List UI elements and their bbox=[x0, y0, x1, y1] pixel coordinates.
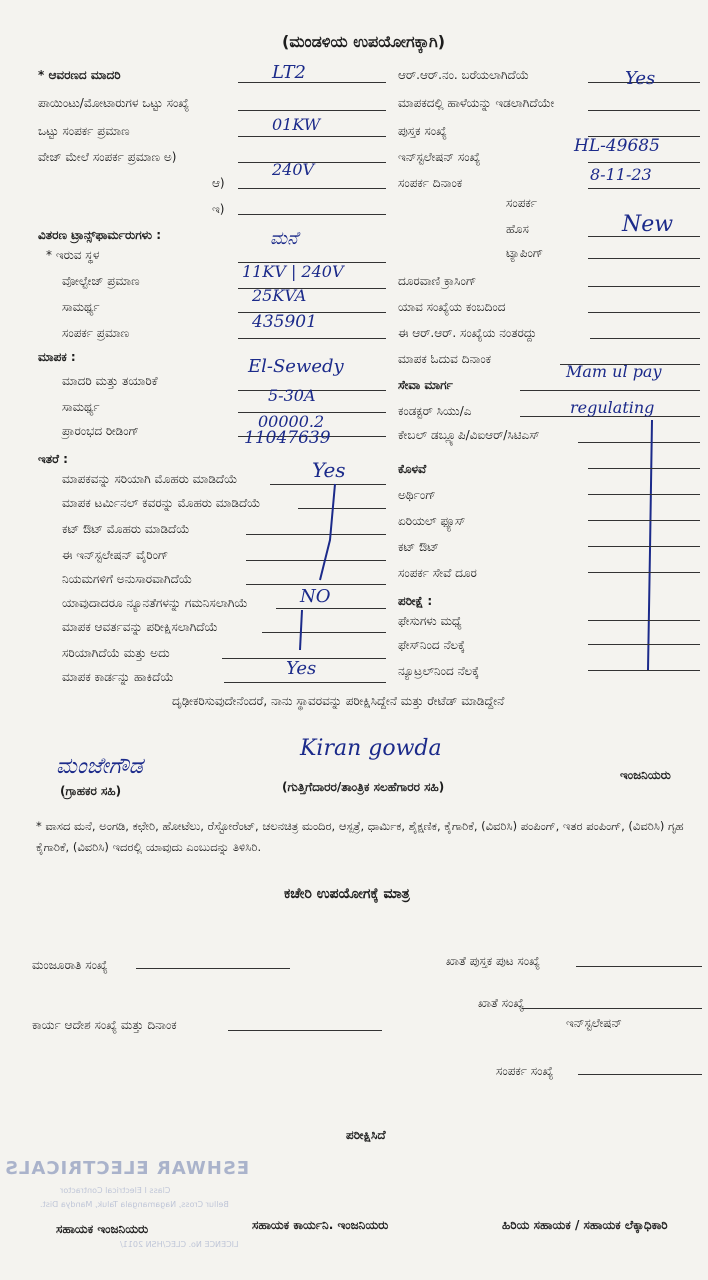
stamp-line1: Class I Electrical Contractor bbox=[60, 1186, 171, 1195]
checked-label: ಪರೀಕ್ಷಿಸಿದೆ bbox=[346, 1128, 386, 1142]
meter-capacity-value: 5-30A bbox=[268, 386, 316, 405]
ditto-marks bbox=[290, 480, 350, 680]
office-title: ಕಚೇರಿ ಉಪಯೋಗಕ್ಕೆ ಮಾತ್ರ bbox=[284, 886, 410, 902]
connection-number-label: ಸಂಪರ್ಕ ಸಂಖ್ಯೆ bbox=[496, 1064, 554, 1078]
meter-sealed-label: ಮಾಪಕವನ್ನು ಸರಿಯಾಗಿ ಮೊಹರು ಮಾಡಿದೆಯೆ bbox=[62, 472, 238, 486]
tapping-label: ಟ್ಯಾಪಿಂಗ್ bbox=[506, 246, 544, 260]
meter-serial-value: 11047639 bbox=[244, 428, 331, 448]
voltage-value: 11KV | 240V bbox=[242, 262, 344, 281]
rr-number-value: Yes bbox=[625, 68, 656, 89]
meter-capacity-label: ಸಾಮರ್ಥ್ಯ bbox=[62, 400, 100, 414]
defects-noticed-label: ಯಾವುದಾದರೂ ನ್ಯೂನತೆಗಳನ್ನು ಗಮನಿಸಲಾಗಿಯೆ bbox=[62, 596, 248, 610]
test-heading: ಪರೀಕ್ಷೆ : bbox=[398, 594, 433, 608]
service-distance-label: ಸಂಪರ್ಕ ಸೇವೆ ದೂರ bbox=[398, 566, 477, 580]
rr-number-label: ಆರ್.ಆರ್.ನಂ. ಬರೆಯಲಾಗಿದೆಯೆ bbox=[398, 68, 530, 82]
wiring-label: ಈ ಇನ್‌ಸ್ಟಲೇಷನ್ ವೈರಿಂಗ್ bbox=[62, 548, 169, 562]
footnote-text: * ವಾಸದ ಮನೆ, ಅಂಗಡಿ, ಕಛೇರಿ, ಹೋಟೆಲು, ರೆಸ್ಟೋರೆಂಟ್, ಚಲನಚಿತ್ರ ಮಂದಿರ, ಆಸ್ಪತ್ರೆ, ಧಾರ್ಮಿಕ, ಶೈಕ್ಷಣಿಕ, ಕೈಗಾರಿಕೆ, (ವಿವರಿಸಿ) ಪಂಪಿಂಗ್, ಇತರ ಪಂಪಿಂಗ್, (ವಿವರಿಸಿ) ಗೃಹ ಕೈಗಾರಿಕೆ, (ವಿವರಿಸಿ) ಇದರಲ್ಲಿ ಯಾವುದು ಎಂಬುದನ್ನು ತಿಳಿಸಿರಿ. bbox=[36, 819, 684, 854]
meter-sheet-label: ಮಾಪಕದಲ್ಲಿ ಹಾಳೆಯನ್ನು ಇಡಲಾಗಿದೆಯೇ bbox=[398, 96, 555, 110]
defects-noticed-value: NO bbox=[300, 586, 331, 607]
telephone-crossing-label: ದೂರವಾಣಿ ಕ್ರಾಸಿಂಗ್ bbox=[398, 274, 477, 288]
declaration-text: ದೃಢೀಕರಿಸುವುದೇನೆಂದರೆ, ನಾನು ಸ್ಥಾವರವನ್ನು ಪರೀಕ್ಷಿಸಿದ್ದೇನೆ ಮತ್ತು ರೇಟೆಡ್ ಮಾಡಿದ್ದೇನೆ bbox=[172, 694, 505, 708]
meter-make-label: ಮಾದರಿ ಮತ್ತು ತಯಾರಿಕೆ bbox=[62, 374, 158, 388]
stamp-name: ESHWAR ELECTRICALS bbox=[4, 1158, 250, 1179]
terminal-sealed-label: ಮಾಪಕ ಟರ್ಮಿನಲ್ ಕವರನ್ನು ಮೊಹರು ಮಾಡಿದೆಯೆ bbox=[62, 496, 261, 510]
conductor-label: ಕಂಡಕ್ಟರ್ ಸಿಯು/ಎ bbox=[398, 404, 472, 418]
book-number-label: ಪುಸ್ತಕ ಸಂಖ್ಯೆ bbox=[398, 124, 447, 138]
premises-type-value: LT2 bbox=[272, 62, 306, 83]
form-title: (ಮಂಡಳಿಯ ಉಪಯೋಗಕ್ಕಾಗಿ) bbox=[282, 32, 446, 51]
meter-reading-date-label: ಮಾಪಕ ಓದುವ ದಿನಾಂಕ bbox=[398, 352, 492, 366]
connection-load-label: ಸಂಪರ್ಕ ಪ್ರಮಾಣ bbox=[62, 326, 130, 340]
other-heading: ಇತರೆ : bbox=[38, 452, 68, 466]
service-line-value: Mam ul pay bbox=[566, 362, 662, 381]
premises-type-label: * ಆವರಣದ ಮಾದರಿ bbox=[38, 68, 121, 82]
service-line-label: ಸೇವಾ ಮಾರ್ಗ bbox=[398, 378, 453, 392]
customer-signature: ಮಂಜೇಗೌಡ bbox=[56, 754, 143, 779]
senior-assistant-label: ಹಿರಿಯ ಸಹಾಯಕ / ಸಹಾಯಕ ಲೆಕ್ಕಾಧಿಕಾರಿ bbox=[502, 1218, 668, 1232]
distribution-heading: ವಿತರಣ ಟ್ರಾನ್ಸ್‌ಫಾರ್ಮರುಗಳು : bbox=[38, 228, 161, 242]
wage-load-c-label: ಇ) bbox=[212, 202, 225, 216]
assistant-engineer-label: ಸಹಾಯಕ ಇಂಜನಿಯರು bbox=[56, 1222, 149, 1236]
cutout-label: ಕಟ್ ಔಟ್ bbox=[398, 540, 439, 554]
voltage-label: ವೋಲ್ಟೇಜ್ ಪ್ರಮಾಣ bbox=[62, 274, 140, 288]
correct-label: ಸರಿಯಾಗಿದೆಯೆ ಮತ್ತು ಅದು bbox=[62, 646, 170, 660]
right-ditto-marks bbox=[640, 400, 670, 690]
connection-label: ಸಂಪರ್ಕ bbox=[506, 196, 537, 210]
location-value: ಮನೆ bbox=[270, 228, 298, 249]
installation-office-label: ಇನ್‌ಸ್ಟಲೇಷನ್ bbox=[566, 1016, 623, 1030]
aerial-fuse-label: ಏರಿಯಲ್ ಫ್ಯೂಸ್ bbox=[398, 514, 466, 528]
phase-to-phase-label: ಫೇಸುಗಳು ಮಧ್ಯೆ bbox=[398, 614, 462, 628]
neutral-to-earth-label: ನ್ಯೂಟ್ರಲ್‌ನಿಂದ ನೆಲಕ್ಕೆ bbox=[398, 664, 480, 678]
pipe-label: ಕೊಳವೆ bbox=[398, 462, 427, 476]
initial-reading-value: 00000.2 bbox=[258, 412, 325, 431]
after-rr-label: ಈ ಆರ್.ಆರ್. ಸಂಖ್ಯೆಯ ನಂತರದ್ದು bbox=[398, 326, 537, 340]
cable-label: ಕೇಬಲ್ ಡಬ್ಲ್ಯೂಪಿ/ವಿಐಆರ್/ಸಿಟಿಎಸ್ bbox=[398, 428, 540, 442]
total-load-value: 01KW bbox=[272, 115, 321, 134]
new-value: New bbox=[622, 212, 674, 237]
stamp-line2: Bellur Cross, Nagamangala Taluk, Mandya Dist. bbox=[40, 1200, 229, 1209]
phase-to-earth-label: ಫೇಸ್‌ನಿಂದ ನೆಲಕ್ಕೆ bbox=[398, 638, 466, 652]
contractor-sign-label: (ಗುತ್ತಿಗೆದಾರರ/ತಾಂತ್ರಿಕ ಸಲಹೆಗಾರರ ಸಹಿ) bbox=[282, 780, 445, 794]
meter-card-label: ಮಾಪಕ ಕಾರ್ಡನ್ನು ಹಾಕಿದೆಯೆ bbox=[62, 670, 174, 684]
assistant-exec-engineer-label: ಸಹಾಯಕ ಕಾರ್ಯನಿ. ಇಂಜನಿಯರು bbox=[252, 1218, 389, 1232]
meter-heading: ಮಾಪಕ : bbox=[38, 350, 76, 364]
connection-date-label: ಸಂಪರ್ಕ ದಿನಾಂಕ bbox=[398, 176, 463, 190]
meter-make-value: El-Sewedy bbox=[248, 356, 344, 377]
new-label: ಹೊಸ bbox=[506, 222, 529, 236]
meter-sealed-value: Yes bbox=[312, 458, 346, 482]
stamp-line3: LICENCE No. CLEC/HSN 2011/ bbox=[120, 1240, 239, 1249]
contractor-signature: Kiran gowda bbox=[300, 736, 442, 761]
work-order-label: ಕಾರ್ಯ ಆದೇಶ ಸಂಖ್ಯೆ ಮತ್ತು ದಿನಾಂಕ bbox=[32, 1018, 177, 1032]
location-label: * ಇರುವ ಸ್ಥಳ bbox=[46, 248, 100, 262]
meter-card-value: Yes bbox=[286, 658, 317, 679]
wage-load-a-value: 240V bbox=[272, 160, 315, 179]
total-load-label: ಒಟ್ಟು ಸಂಪರ್ಕ ಪ್ರಮಾಣ bbox=[38, 124, 130, 138]
rules-compliance-label: ನಿಯಮಗಳಿಗೆ ಅನುಸಾರವಾಗಿದೆಯೆ bbox=[62, 572, 193, 586]
initial-reading-label: ಪ್ರಾರಂಭದ ರೀಡಿಂಗ್ bbox=[62, 424, 139, 438]
meter-rotation-label: ಮಾಪಕ ಆವರ್ತವನ್ನು ಪರೀಕ್ಷಿಸಲಾಗಿದೆಯೆ bbox=[62, 620, 218, 634]
engineer-label: ಇಂಜನಿಯರು bbox=[620, 768, 671, 782]
sanction-number-label: ಮಂಜೂರಾತಿ ಸಂಖ್ಯೆ bbox=[32, 958, 108, 972]
account-number-label: ಖಾತೆ ಸಂಖ್ಯೆ bbox=[478, 996, 525, 1010]
connection-date-value: 8-11-23 bbox=[590, 165, 652, 184]
installation-number-label: ಇನ್‌ಸ್ಟಲೇಷನ್ ಸಂಖ್ಯೆ bbox=[398, 150, 481, 164]
connection-load-value: 435901 bbox=[252, 312, 317, 332]
cutout-sealed-label: ಕಟ್ ಔಟ್ ಮೊಹರು ಮಾಡಿದೆಯೆ bbox=[62, 522, 190, 536]
ledger-page-label: ಖಾತೆ ಪುಸ್ತಕ ಪುಟ ಸಂಖ್ಯೆ bbox=[446, 954, 540, 968]
total-points-label: ಪಾಯಿಂಟು/ಮೋಟಾರುಗಳ ಒಟ್ಟು ಸಂಖ್ಯೆ bbox=[38, 96, 190, 110]
capacity-value: 25KVA bbox=[252, 286, 307, 305]
customer-sign-label: (ಗ್ರಾಹಕರ ಸಹಿ) bbox=[60, 784, 122, 798]
installation-number-value: HL-49685 bbox=[574, 136, 660, 156]
wage-load-b-label: ಆ) bbox=[212, 176, 225, 190]
conductor-value: regulating bbox=[570, 398, 655, 417]
capacity-label: ಸಾಮರ್ಥ್ಯ bbox=[62, 300, 100, 314]
pole-number-label: ಯಾವ ಸಂಖ್ಯೆಯ ಕಂಬದಿಂದ bbox=[398, 300, 506, 314]
wage-load-a-label: ವೇಜ್ ಮೇಲೆ ಸಂಪರ್ಕ ಪ್ರಮಾಣ ಅ) bbox=[38, 150, 177, 164]
earthing-label: ಅರ್ಥಿಂಗ್ bbox=[398, 488, 436, 502]
